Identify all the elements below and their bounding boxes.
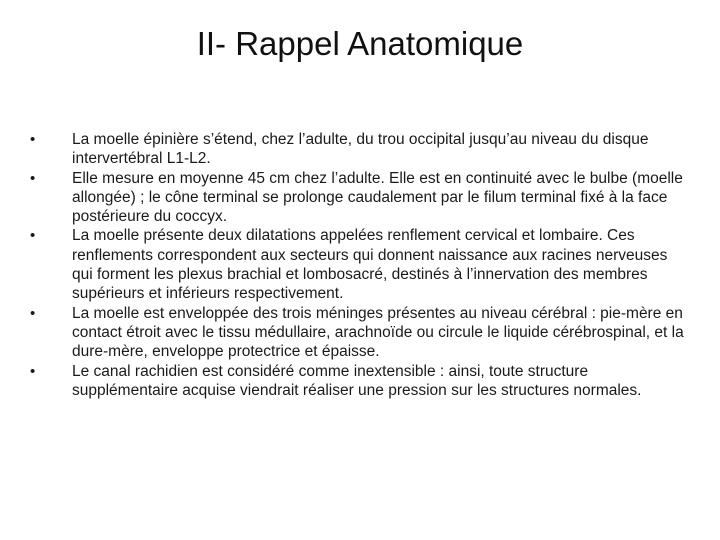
bullet-point-icon: • bbox=[30, 304, 36, 322]
bullet-text: La moelle présente deux dilatations appelées renflement cervical et lombaire. Ces renflements correspondent aux secteurs qui donnent naissance aux racines nerveuses qui forment les plexus brachial et lombosacré, destinés à l’innervation des membres supérieurs et inférieurs respectivement. bbox=[72, 227, 668, 303]
bullet-point-icon: • bbox=[30, 227, 36, 245]
bullet-text: La moelle épinière s’étend, chez l’adulte, du trou occipital jusqu’au niveau du disque intervertébral L1-L2. bbox=[72, 131, 649, 168]
bullet-point-icon: • bbox=[30, 169, 36, 187]
bullet-text: La moelle est enveloppée des trois méninges présentes au niveau cérébral : pie-mère en contact étroit avec le tissu médullaire, arachnoïde ou circule le liquide cérébrospinal, et la dure-mère, enveloppe protectrice et épaisse. bbox=[72, 304, 684, 361]
bullet-list bbox=[30, 130, 690, 400]
slide-title: II- Rappel Anatomique bbox=[196, 25, 524, 62]
bullet-item bbox=[30, 226, 690, 303]
bullet-item bbox=[30, 169, 690, 227]
bullet-item bbox=[30, 304, 690, 362]
bullet-text: Le canal rachidien est considéré comme inextensible : ainsi, toute structure supplémentaire acquise viendrait réaliser une pression sur les structures normales. bbox=[72, 362, 642, 399]
bullet-item bbox=[30, 362, 690, 401]
bullet-point-icon: • bbox=[30, 131, 36, 148]
bullet-text: Elle mesure en moyenne 45 cm chez l’adulte. Elle est en continuité avec le bulbe (moelle allongée) ; le cône terminal se prolonge caudalement par le filum terminal fixé à la face postérieure du coccyx. bbox=[72, 169, 683, 226]
bullet-point-icon: • bbox=[30, 362, 36, 380]
bullet-item bbox=[30, 130, 690, 169]
